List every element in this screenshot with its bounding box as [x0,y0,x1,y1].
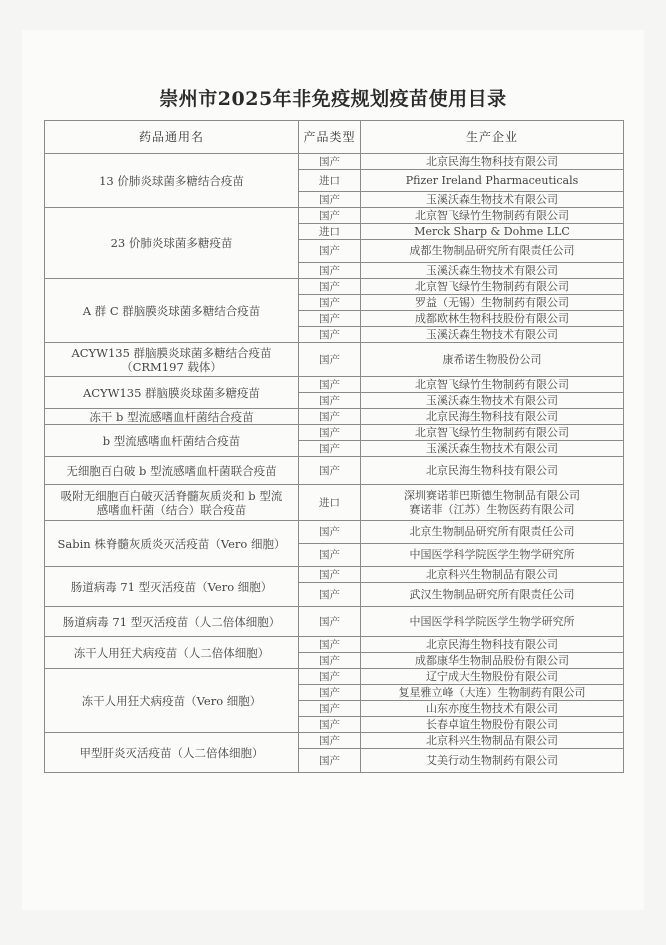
manufacturer-cell: 玉溪沃森生物技术有限公司 [361,441,624,457]
manufacturer-cell: 罗益（无锡）生物制药有限公司 [361,295,624,311]
manufacturer-cell: 北京科兴生物制品有限公司 [361,567,624,583]
product-type-cell: 进口 [299,170,361,192]
manufacturer-cell: 玉溪沃森生物技术有限公司 [361,263,624,279]
drug-name-cell: 吸附无细胞百白破灭活脊髓灰质炎和 b 型流 感嗜血杆菌（结合）联合疫苗 [45,485,299,521]
manufacturer-cell: 辽宁成大生物股份有限公司 [361,669,624,685]
manufacturer-cell: 复星雅立峰（大连）生物制药有限公司 [361,685,624,701]
drug-name-cell: 23 价肺炎球菌多糖疫苗 [45,208,299,279]
table-row [45,567,624,583]
table-row [45,279,624,295]
table-header-row [45,121,624,154]
manufacturer-cell: 北京智飞绿竹生物制药有限公司 [361,425,624,441]
manufacturer-cell: 成都康华生物制品股份有限公司 [361,653,624,669]
drug-name-cell: 无细胞百白破 b 型流感嗜血杆菌联合疫苗 [45,457,299,485]
drug-name-cell: 肠道病毒 71 型灭活疫苗（Vero 细胞） [45,567,299,607]
product-type-cell: 国产 [299,425,361,441]
table-row [45,669,624,685]
manufacturer-cell: 成都生物制品研究所有限责任公司 [361,240,624,263]
table-row [45,607,624,637]
manufacturer-cell: 中国医学科学院医学生物学研究所 [361,544,624,567]
table-row [45,485,624,521]
manufacturer-cell: 武汉生物制品研究所有限责任公司 [361,583,624,607]
product-type-cell: 进口 [299,485,361,521]
table-row [45,154,624,170]
product-type-cell: 国产 [299,192,361,208]
manufacturer-cell: 北京智飞绿竹生物制药有限公司 [361,377,624,393]
table-row [45,409,624,425]
drug-name-cell: 甲型肝炎灭活疫苗（人二倍体细胞） [45,733,299,773]
manufacturer-cell: 玉溪沃森生物技术有限公司 [361,192,624,208]
product-type-cell: 国产 [299,521,361,544]
manufacturer-cell: 成都欧林生物科技股份有限公司 [361,311,624,327]
table-body [45,154,624,773]
table-row [45,208,624,224]
manufacturer-cell: 康希诺生物股份公司 [361,343,624,377]
product-type-cell: 国产 [299,567,361,583]
product-type-cell: 国产 [299,544,361,567]
drug-name-cell: 13 价肺炎球菌多糖结合疫苗 [45,154,299,208]
document-title: 崇州市2025年非免疫规划疫苗使用目录 [159,88,507,110]
header-manufacturer: 生产企业 [361,121,624,154]
drug-name-cell: ACYW135 群脑膜炎球菌多糖疫苗 [45,377,299,409]
product-type-cell: 国产 [299,685,361,701]
manufacturer-cell: 长春卓谊生物股份有限公司 [361,717,624,733]
table-row [45,733,624,749]
product-type-cell: 国产 [299,154,361,170]
drug-name-cell: 冻干人用狂犬病疫苗（人二倍体细胞） [45,637,299,669]
vaccine-catalog-table [44,120,624,773]
product-type-cell: 国产 [299,701,361,717]
table-row [45,457,624,485]
product-type-cell: 国产 [299,733,361,749]
product-type-cell: 国产 [299,343,361,377]
product-type-cell: 国产 [299,311,361,327]
drug-name-cell: 冻干 b 型流感嗜血杆菌结合疫苗 [45,409,299,425]
drug-name-cell: A 群 C 群脑膜炎球菌多糖结合疫苗 [45,279,299,343]
drug-name-cell: 冻干人用狂犬病疫苗（Vero 细胞） [45,669,299,733]
table-row [45,377,624,393]
drug-name-cell: ACYW135 群脑膜炎球菌多糖结合疫苗 （CRM197 载体） [45,343,299,377]
manufacturer-cell: 北京智飞绿竹生物制药有限公司 [361,279,624,295]
product-type-cell: 国产 [299,393,361,409]
product-type-cell: 国产 [299,607,361,637]
product-type-cell: 国产 [299,295,361,311]
product-type-cell: 国产 [299,409,361,425]
manufacturer-cell: 深圳赛诺菲巴斯德生物制品有限公司 赛诺菲（江苏）生物医药有限公司 [361,485,624,521]
manufacturer-cell: 北京智飞绿竹生物制药有限公司 [361,208,624,224]
product-type-cell: 国产 [299,669,361,685]
manufacturer-cell: 山东亦度生物技术有限公司 [361,701,624,717]
drug-name-cell: b 型流感嗜血杆菌结合疫苗 [45,425,299,457]
manufacturer-cell: 中国医学科学院医学生物学研究所 [361,607,624,637]
product-type-cell: 国产 [299,441,361,457]
manufacturer-cell: 玉溪沃森生物技术有限公司 [361,327,624,343]
product-type-cell: 国产 [299,279,361,295]
manufacturer-cell: 玉溪沃森生物技术有限公司 [361,393,624,409]
manufacturer-cell: 北京生物制品研究所有限责任公司 [361,521,624,544]
product-type-cell: 国产 [299,653,361,669]
product-type-cell: 国产 [299,457,361,485]
header-drug-name: 药品通用名 [45,121,299,154]
product-type-cell: 国产 [299,208,361,224]
drug-name-cell: Sabin 株脊髓灰质炎灭活疫苗（Vero 细胞） [45,521,299,567]
manufacturer-cell: 北京民海生物科技有限公司 [361,637,624,653]
product-type-cell: 国产 [299,583,361,607]
drug-name-cell: 肠道病毒 71 型灭活疫苗（人二倍体细胞） [45,607,299,637]
product-type-cell: 进口 [299,224,361,240]
product-type-cell: 国产 [299,327,361,343]
table-row [45,637,624,653]
manufacturer-cell: Merck Sharp & Dohme LLC [361,224,624,240]
header-product-type: 产品类型 [299,121,361,154]
manufacturer-cell: 北京民海生物科技有限公司 [361,154,624,170]
product-type-cell: 国产 [299,749,361,773]
product-type-cell: 国产 [299,377,361,393]
manufacturer-cell: 北京民海生物科技有限公司 [361,409,624,425]
product-type-cell: 国产 [299,637,361,653]
manufacturer-cell: 艾美行动生物制药有限公司 [361,749,624,773]
product-type-cell: 国产 [299,240,361,263]
table-row [45,521,624,544]
manufacturer-cell: 北京民海生物科技有限公司 [361,457,624,485]
manufacturer-cell: 北京科兴生物制品有限公司 [361,733,624,749]
table-row [45,343,624,377]
manufacturer-cell: Pfizer Ireland Pharmaceuticals [361,170,624,192]
table-row [45,425,624,441]
product-type-cell: 国产 [299,717,361,733]
product-type-cell: 国产 [299,263,361,279]
